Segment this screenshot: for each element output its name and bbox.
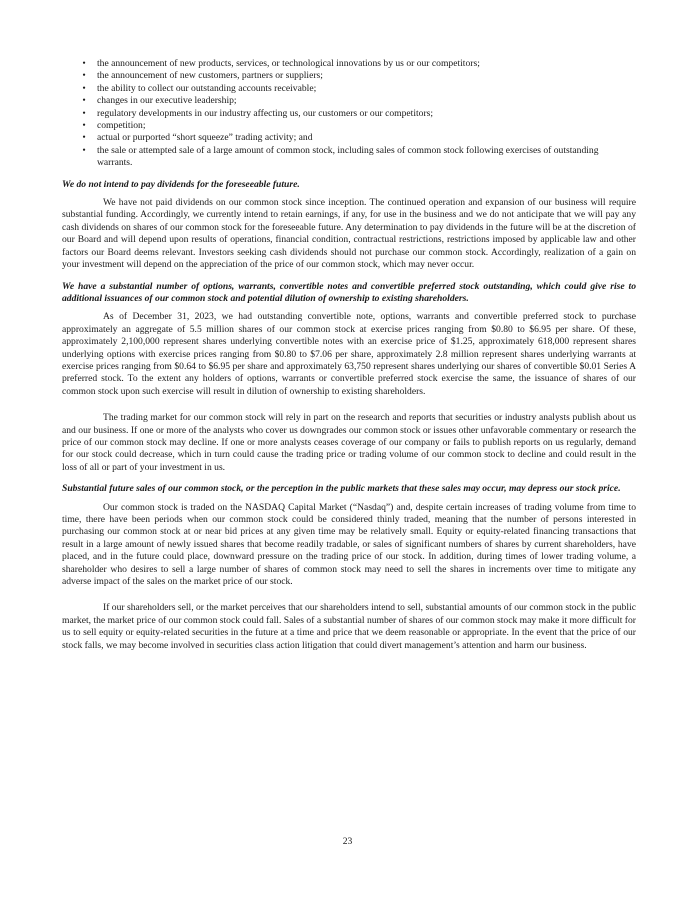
bullet-glyph: • (82, 132, 86, 144)
list-item (62, 83, 636, 95)
list-item (62, 120, 636, 132)
list-item (62, 95, 636, 107)
list-item-text: regulatory developments in our industry affecting us, our customers or our competitors; (97, 107, 434, 119)
section-heading-dilution: We have a substantial number of options, warrants, convertible notes and convertible preferred stock outstanding, which could give rise to additional issuances of our common stock and potential dilution of ownership to existing shareholders. (62, 280, 636, 304)
page-content (62, 58, 636, 652)
paragraph-shareholder-sales: If our shareholders sell, or the market perceives that our shareholders intend to sell, substantial amounts of our common stock in the public market, the market price of our common stock could fall. Sales of a substantial number of shares of our common stock may make it more difficult for us to sell equity or equity-related securities in the future at a time and price that we deem reasonable or appropriate. In the event that the price of our stock falls, we may become involved in securities class action litigation that could divert management’s attention and harm our business. (62, 602, 636, 651)
list-item (62, 132, 636, 144)
list-item-text: competition; (97, 120, 146, 132)
list-item-text: the announcement of new products, services, or technological innovations by us or our competitors; (97, 58, 480, 69)
list-item-text: changes in our executive leadership; (97, 95, 237, 107)
bullet-glyph: • (82, 70, 86, 82)
paragraph-outstanding-securities: As of December 31, 2023, we had outstanding convertible note, options, warrants and convertible preferred stock to purchase approximately an aggregate of 5.5 million shares of our common stock at exercise prices ranging from $0.80 to $6.95 per share. Of these, approximately 2,100,000 represent shares underlying convertible notes with an exercise price of $1.25, approximately 618,000 represent shares underlying options with exercise prices ranging from $0.80 to $7.06 per share, approximately 2.8 million represent shares underlying warrants at exercise prices ranging from $0.64 to $6.95 per share and approximately 63,750 represent shares underlying our shares of convertible $0.01 Series A preferred stock. To the extent any holders of options, warrants or convertible preferred stock exercise the same, the issuance of shares of our common stock upon such exercise will result in dilution of ownership to existing shareholders. (62, 311, 636, 397)
bullet-glyph: • (82, 107, 86, 119)
list-item (62, 145, 636, 170)
list-item (62, 58, 636, 70)
list-item-text: the ability to collect our outstanding accounts receivable; (97, 82, 317, 94)
list-item (62, 70, 636, 82)
list-item-text: the sale or attempted sale of a large amount of common stock, including sales of common stock following exercises of outstanding warrants. (97, 144, 599, 169)
bullet-glyph: • (82, 95, 86, 107)
page-number: 23 (342, 836, 353, 847)
section-heading-future-sales: Substantial future sales of our common stock, or the perception in the public markets that these sales may occur, may depress our stock price. (62, 483, 621, 495)
bullet-glyph: • (82, 120, 86, 132)
list-item-text: the announcement of new customers, partners or suppliers; (97, 70, 323, 82)
bullet-glyph: • (82, 58, 86, 69)
risk-factor-bullet-list (62, 58, 636, 170)
bullet-glyph: • (82, 82, 86, 94)
paragraph-dividends: We have not paid dividends on our common stock since inception. The continued operation and expansion of our business will require substantial funding. Accordingly, we currently intend to retain earnings, if any, for use in the business and we do not anticipate that we will pay any cash dividends on shares of our common stock for the foreseeable future. Any determination to pay dividends in the future will be at the discretion of our Board and will depend upon results of operations, financial condition, contractual restrictions, restrictions imposed by applicable law and other factors our Board deems relevant. Investors seeking cash dividends should not purchase our common stock. Accordingly, realization of a gain on your investment will depend on the appreciation of the price of our common stock, which may never occur. (62, 197, 636, 271)
paragraph-nasdaq-trading: Our common stock is traded on the NASDAQ Capital Market (“Nasdaq”) and, despite certain increases of trading volume from time to time, there have been periods when our common stock could be considered thinly traded, meaning that the number of persons interested in purchasing our common stock at or near bid prices at any given time may be relatively small. Equity or equity-related financing transactions that result in a large amount of newly issued shares that become readily tradable, or sales of significant numbers of shares by current shareholders, have placed, and in the future could place, downward pressure on the trading price of our stock. In addition, during times of lower trading volume, a shareholder who desires to sell a large number of shares of common stock may need to sell the shares in increments over time to mitigate any adverse impact of the sales on the market price of our stock. (62, 501, 636, 588)
section-heading-dividends: We do not intend to pay dividends for the foreseeable future. (62, 178, 300, 190)
list-item (62, 108, 636, 120)
bullet-glyph: • (82, 144, 86, 156)
paragraph-analyst-coverage: The trading market for our common stock will rely in part on the research and reports that securities or industry analysts publish about us and our business. If one or more of the analysts who cover us downgrades our common stock or issues other unfavorable commentary or research the price of our common stock may decline. If one or more analysts ceases coverage of our company or fails to publish reports on us regularly, demand for our stock could decrease, which in turn could cause the trading price or trading volume of our common stock to decline and could result in the loss of all or part of your investment in us. (62, 412, 636, 473)
list-item-text: actual or purported “short squeeze” trading activity; and (97, 132, 313, 144)
